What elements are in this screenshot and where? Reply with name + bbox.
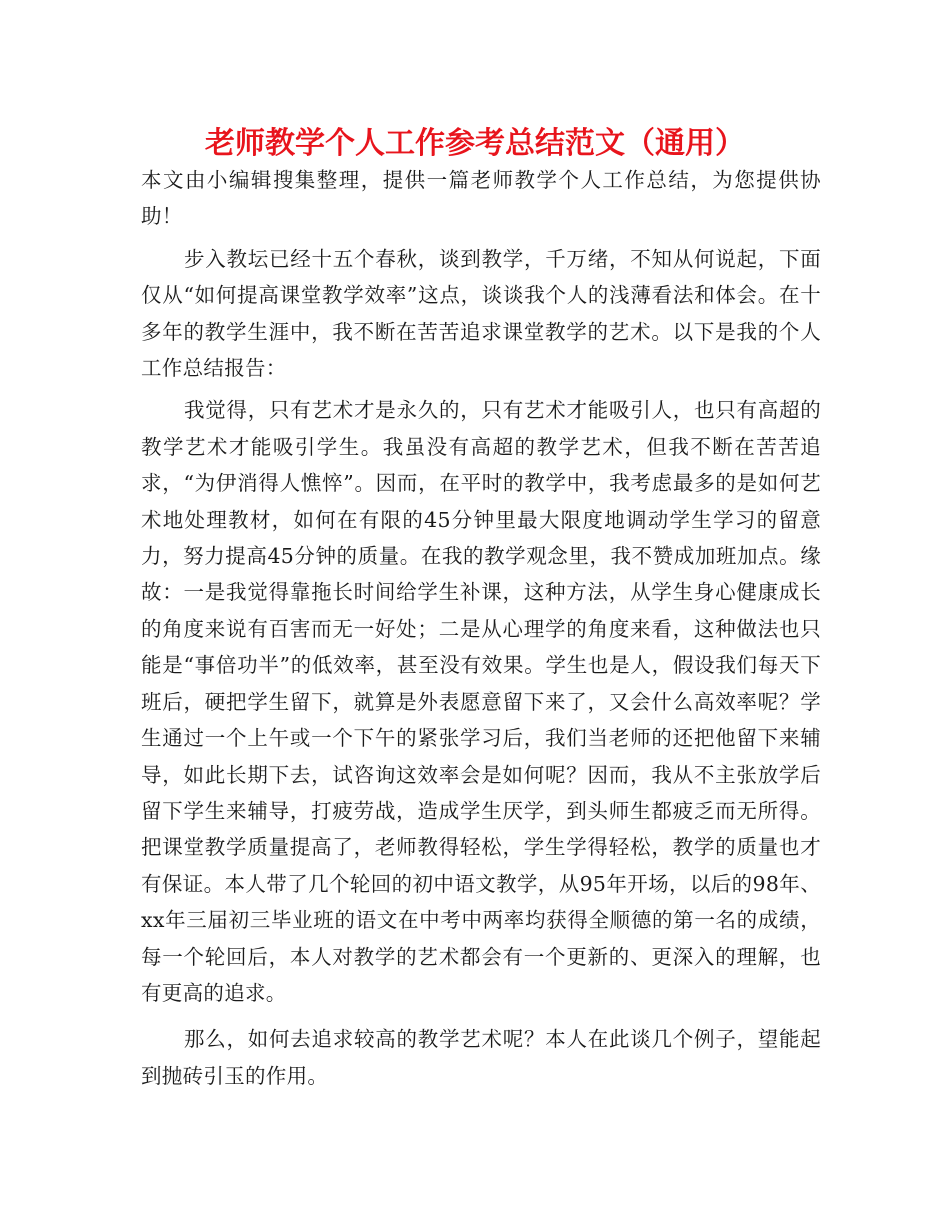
paragraph-2: 我觉得，只有艺术才是永久的，只有艺术才能吸引人，也只有高超的教学艺术才能吸引学生。我虽没有高超的教学艺术，但我不断在苦苦追求，“为伊消得人憔悴”。因而，在平时的教学中，我考虑最多的是如何艺术地处理教材，如何在有限的45分钟里最大限度地调动学生学习的留意力，努力提高45分钟的质量。在我的教学观念里，我不赞成加班加点。缘故：一是我觉得靠拖长时间给学生补课，这种方法，从学生身心健康成长的角度来说有百害而无一好处；二是从心理学的角度来看，这种做法也只能是“事倍功半”的低效率，甚至没有效果。学生也是人，假设我们每天下班后，硬把学生留下，就算是外表愿意留下来了，又会什么高效率呢？学生通过一个上午或一个下午的紧张学习后，我们当老师的还把他留下来辅导，如此长期下去，试咨询这效率会是如何呢？因而，我从不主张放学后留下学生来辅导，打疲劳战，造成学生厌学，到头师生都疲乏而无所得。把课堂教学质量提高了，老师教得轻松，学生学得轻松，教学的质量也才有保证。本人带了几个轮回的初中语文教学，从95年开场，以后的98年、xx年三届初三毕业班的语文在中考中两率均获得全顺德的第一名的成绩，每一个轮回后，本人对教学的艺术都会有一个更新的、更深入的理解，也有更高的追求。 [141, 398, 821, 1005]
document-body [141, 162, 821, 1094]
document-title: 老师教学个人工作参考总结范文（通用） [205, 126, 745, 161]
intro-paragraph: 本文由小编辑搜集整理，提供一篇老师教学个人工作总结，为您提供协助！ [141, 168, 821, 229]
paragraph-3: 那么，如何去追求较高的教学艺术呢？本人在此谈几个例子，望能起到抛砖引玉的作用。 [141, 1027, 821, 1088]
paragraph-spacer [141, 1011, 821, 1021]
paragraph-1: 步入教坛已经十五个春秋，谈到教学，千万绪，不知从何说起，下面仅从“如何提高课堂教学效率”这点，谈谈我个人的浅薄看法和体会。在十多年的教学生涯中，我不断在苦苦追求课堂教学的艺术。以下是我的个人工作总结报告： [141, 246, 821, 381]
